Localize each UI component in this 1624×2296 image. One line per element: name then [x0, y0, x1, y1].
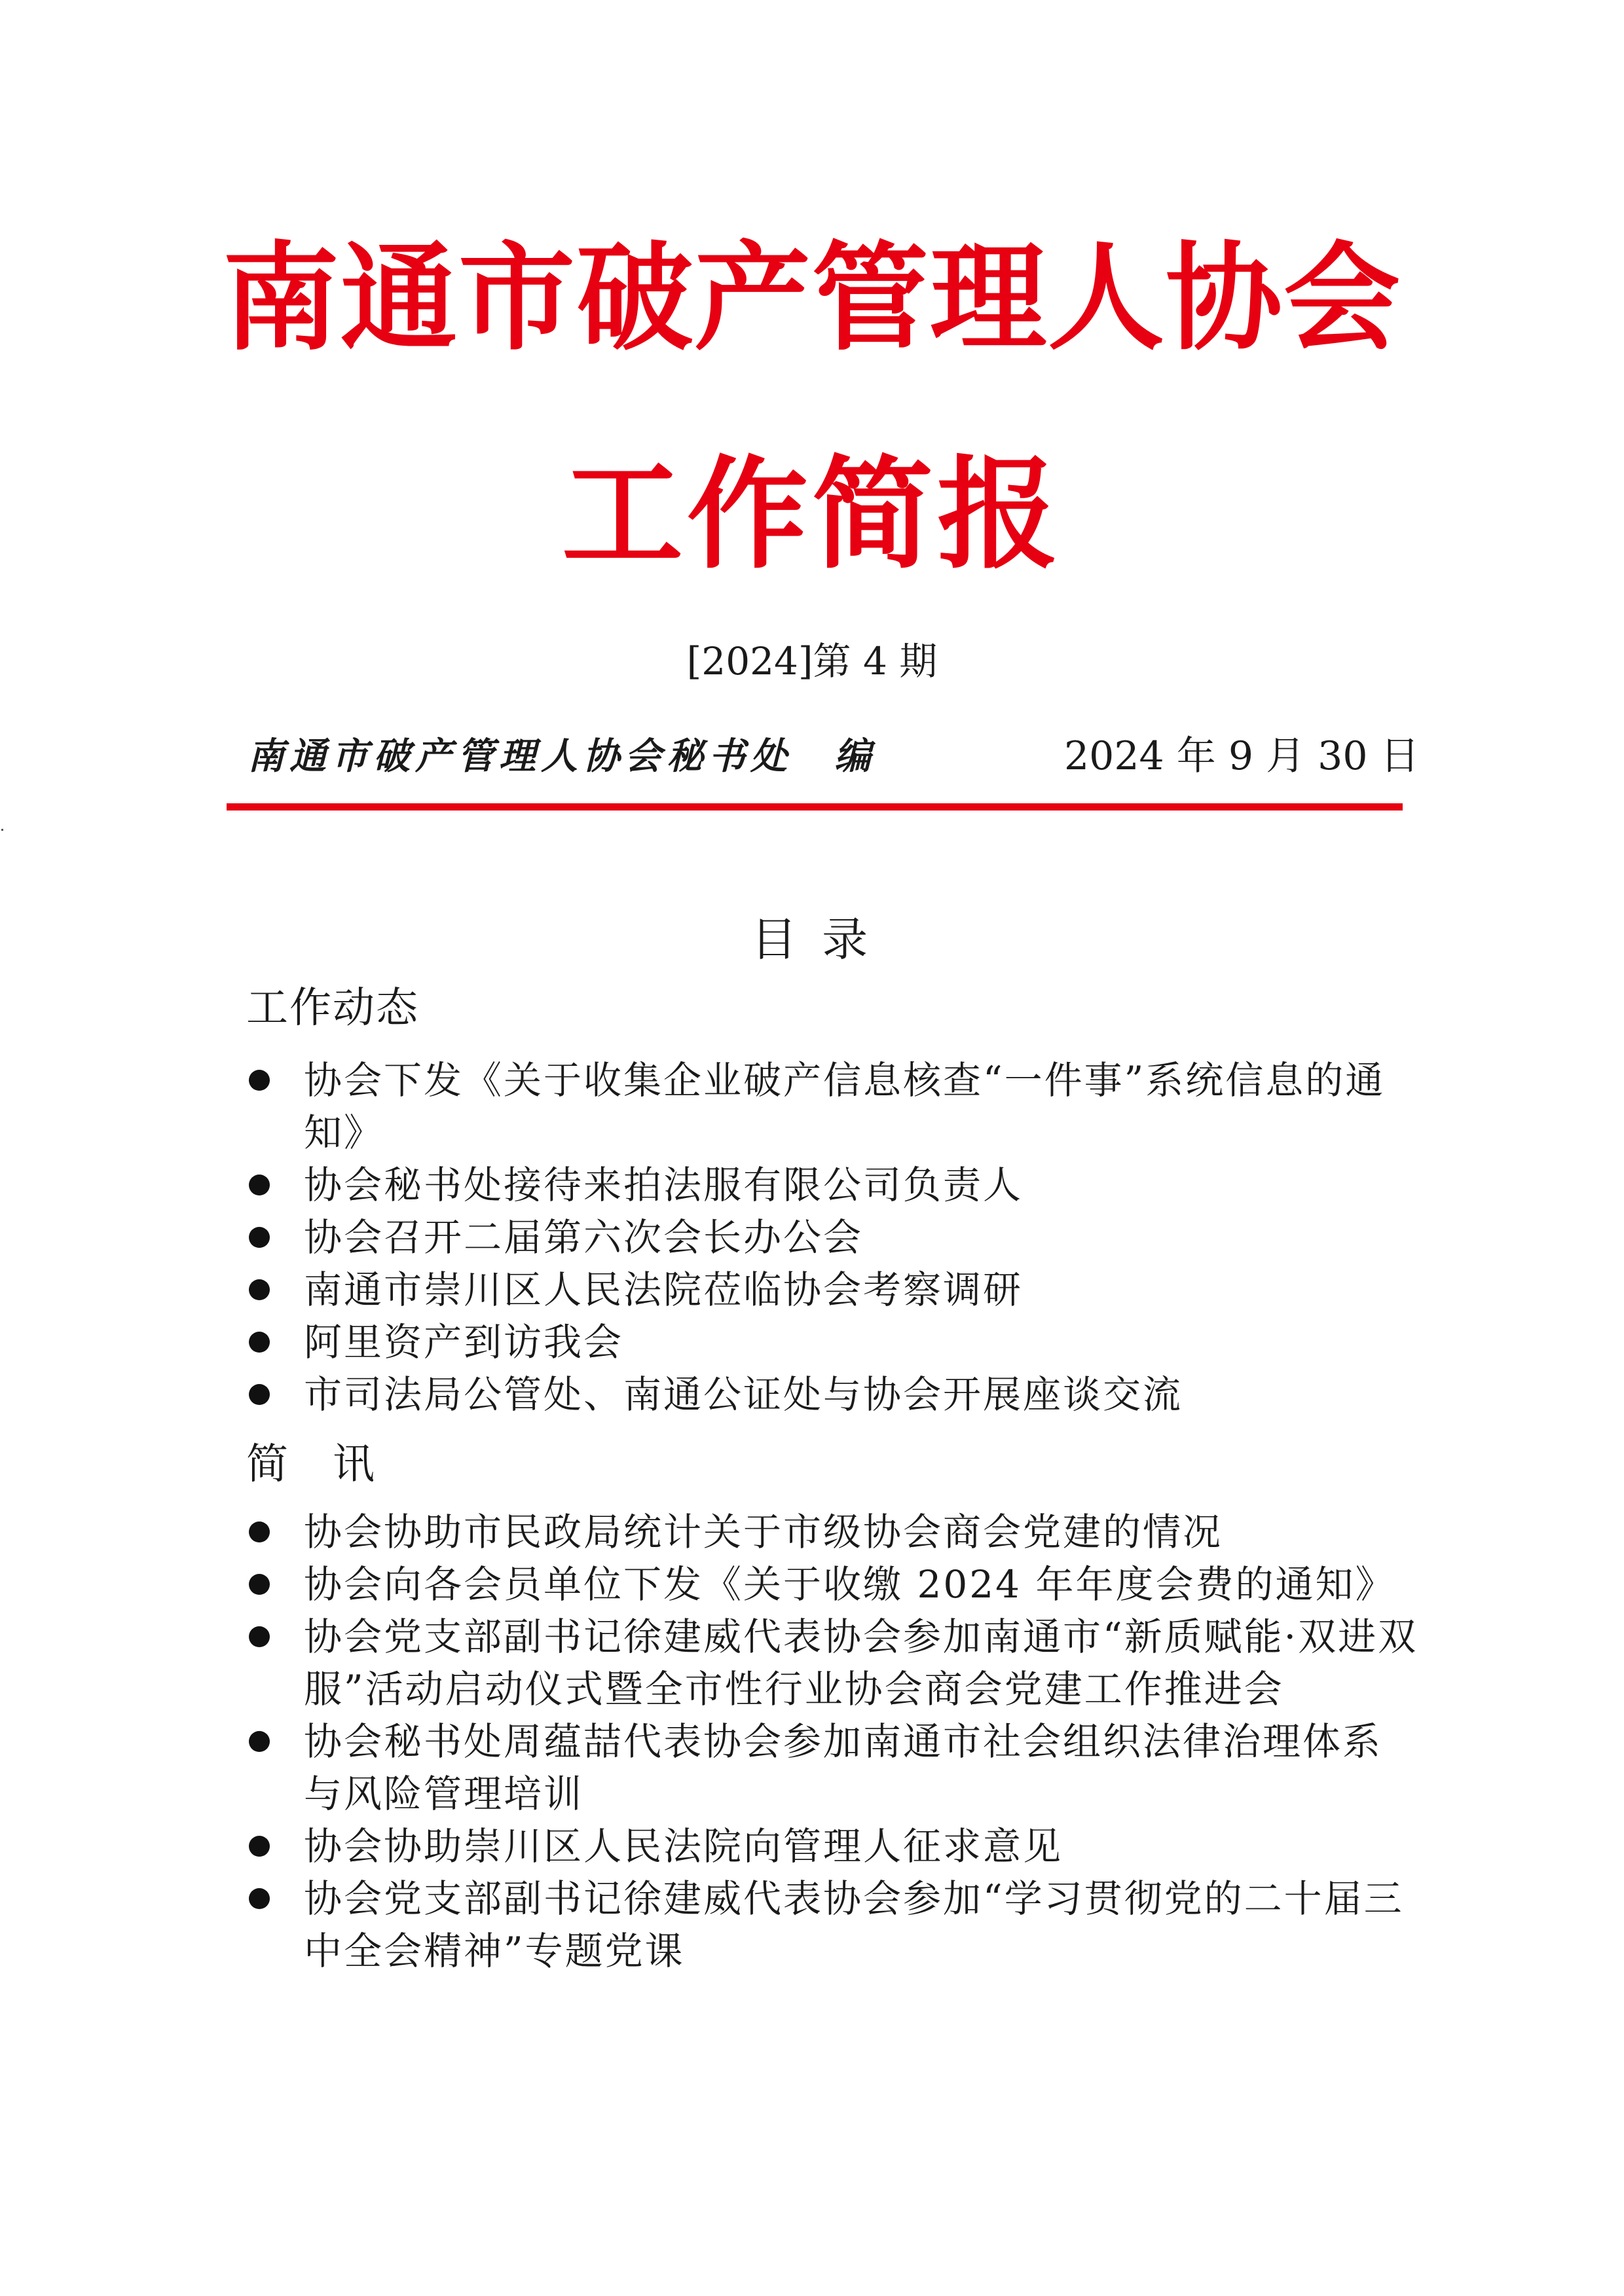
bullet-icon: [249, 1227, 270, 1248]
bullet-icon: [249, 1175, 270, 1195]
bullet-icon: [249, 1384, 270, 1405]
toc-item-text: 协会向各会员单位下发《关于收缴 2024 年年度会费的通知》: [304, 1562, 1395, 1607]
bullet-icon: [249, 1731, 270, 1752]
toc-item-text: 协会秘书处周蕴喆代表协会参加南通市社会组织法律治理体系与风险管理培训: [304, 1719, 1383, 1816]
toc-list-item: [246, 1264, 1418, 1316]
toc-heading: 目 录: [750, 913, 874, 966]
section-heading-briefs: 简 讯: [246, 1440, 376, 1489]
toc-item-text: 市司法局公管处、南通公证处与协会开展座谈交流: [304, 1372, 1183, 1417]
bullet-icon: [249, 1522, 270, 1542]
toc-list-item: [246, 1368, 1418, 1421]
toc-list-briefs: [246, 1506, 1418, 1977]
toc-item-text: 协会协助崇川区人民法院向管理人征求意见: [304, 1824, 1063, 1868]
bullet-icon: [249, 1279, 270, 1300]
bullet-icon: [249, 1836, 270, 1857]
toc-list-item: [246, 1558, 1418, 1611]
toc-list-item: [246, 1054, 1418, 1159]
issuer-line: 南通市破产管理人协会秘书处 编: [248, 735, 876, 778]
bullet-icon: [249, 1626, 270, 1647]
toc-list-work-news: [246, 1054, 1418, 1421]
toc-list-item: [246, 1159, 1418, 1211]
section-heading-work-news: 工作动态: [246, 984, 419, 1032]
toc-list-item: [246, 1611, 1418, 1715]
toc-list-item: [246, 1211, 1418, 1264]
toc-item-text: 协会党支部副书记徐建威代表协会参加“学习贯彻党的二十届三中全会精神”专题党课: [304, 1876, 1404, 1973]
margin-mark: [1, 829, 3, 831]
masthead-title-line1: 南通市破产管理人协会: [223, 229, 1401, 366]
masthead-title-line2: 工作简报: [562, 443, 1062, 585]
toc-item-text: 协会协助市民政局统计关于市级协会商会党建的情况: [304, 1510, 1223, 1554]
issue-number: [2024]第 4 期: [686, 639, 938, 683]
toc-list-item: [246, 1316, 1418, 1368]
toc-list-item: [246, 1872, 1418, 1977]
toc-item-text: 协会下发《关于收集企业破产信息核查“一件事”系统信息的通知》: [304, 1058, 1386, 1155]
bullet-icon: [249, 1070, 270, 1091]
toc-item-text: 协会秘书处接待来拍法服有限公司负责人: [304, 1163, 1024, 1207]
bullet-icon: [249, 1888, 270, 1909]
toc-list-item: [246, 1506, 1418, 1558]
toc-list-item: [246, 1820, 1418, 1872]
red-divider-rule: [227, 803, 1403, 811]
bullet-icon: [249, 1574, 270, 1595]
toc-item-text: 阿里资产到访我会: [304, 1320, 624, 1364]
toc-item-text: 协会召开二届第六次会长办公会: [304, 1215, 864, 1260]
toc-item-text: 南通市崇川区人民法院莅临协会考察调研: [304, 1267, 1024, 1312]
toc-item-text: 协会党支部副书记徐建威代表协会参加南通市“新质赋能·双进双服”活动启动仪式暨全市性行业协会商会党建工作推进会: [304, 1614, 1418, 1711]
bullet-icon: [249, 1332, 270, 1353]
toc-list-item: [246, 1715, 1418, 1820]
publication-date: 2024 年 9 月 30 日: [1064, 733, 1420, 779]
